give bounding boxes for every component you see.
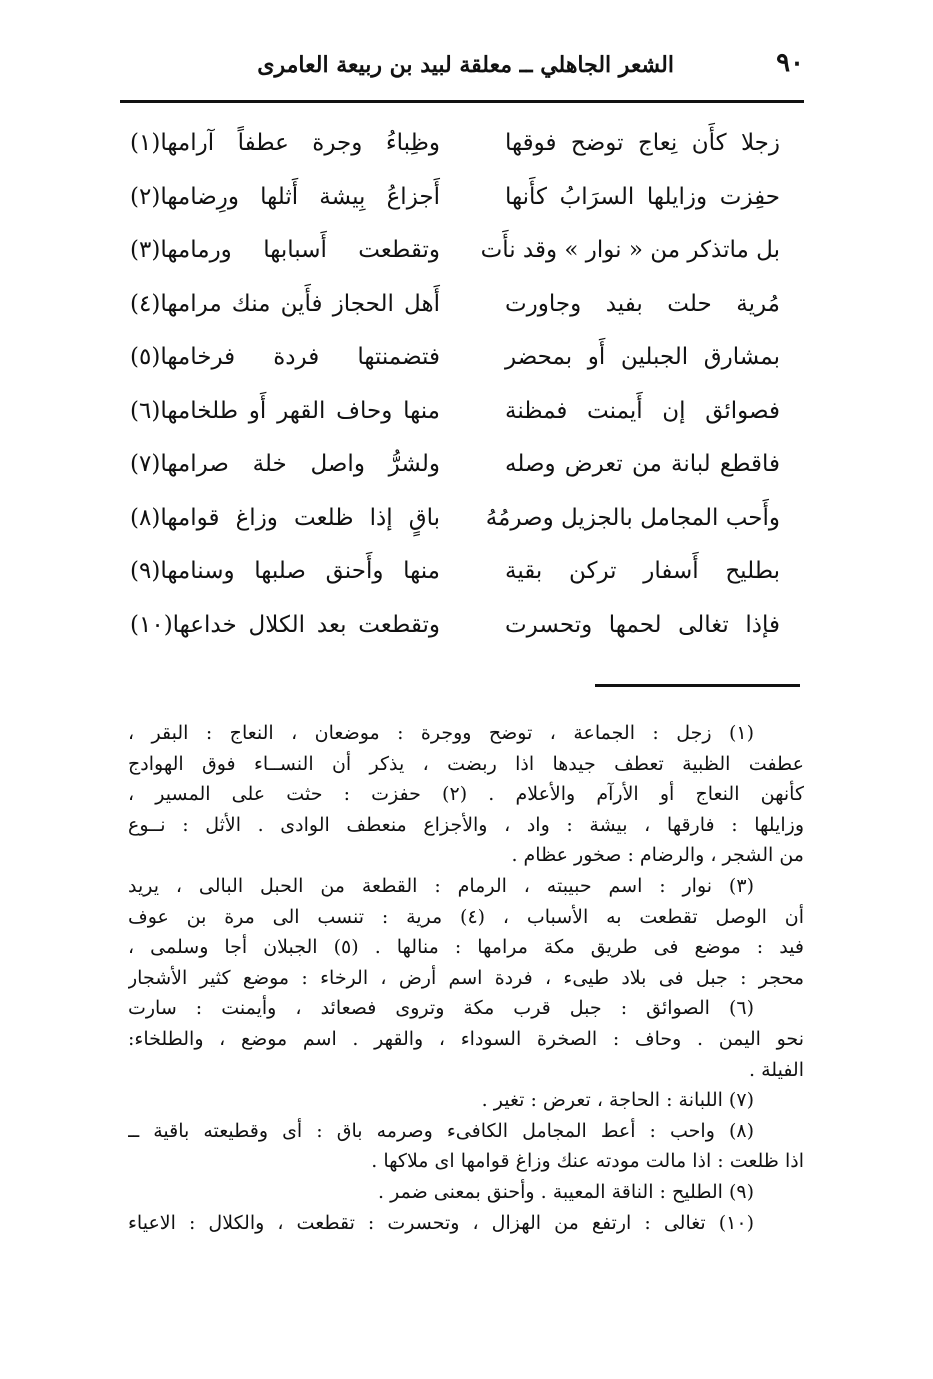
verse-second-hemistich: باقٍ إذا ظلعت وزاغ قوامها(٨) bbox=[130, 504, 440, 531]
verse bbox=[120, 130, 780, 184]
verse-first-hemistich: بطليح أَسفار تركن بقية bbox=[505, 558, 780, 584]
running-title: الشعر الجاهلي ــ معلقة لبيد بن ربيعة العامرى bbox=[257, 52, 674, 78]
verse-first-hemistich: زجلا كأَن نِعاج توضح فوقها bbox=[505, 130, 780, 156]
footnote-line: (٩) الطليح : الناقة المعيبة . وأحنق بمعنى ضمر . bbox=[378, 1180, 754, 1203]
verse-second-hemistich: أَهل الحجاز فأَين منك مرامها(٤) bbox=[130, 290, 440, 317]
verse-second-hemistich: منها وأَحنق صلبها وسنامها(٩) bbox=[130, 558, 440, 584]
footnote-line: فيد : موضع فى طريق مكة مرامها : منالها . (٥) الجبلان أجا وسلمى ، bbox=[128, 936, 804, 959]
verse bbox=[120, 344, 780, 398]
verse bbox=[120, 558, 780, 612]
verse bbox=[120, 451, 780, 505]
verse-second-hemistich: فتضمنتها فردة فرخامها(٥) bbox=[130, 344, 440, 370]
footnote-line: اذا ظلعت : اذا مالت مودته عنك وزاغ قوامها اى ملاكها . bbox=[371, 1150, 804, 1173]
verse-second-hemistich: أَجزاعُ بِيشة أَثلها ورِضامها(٢) bbox=[130, 183, 440, 210]
footnote-line: محجر : جبل فى بلاد طيىء ، فردة اسم أرض ، الرخاء : موضع كثير الأشجار bbox=[128, 966, 804, 989]
verse-second-hemistich: منها وحاف القهر أَو طلخامها(٦) bbox=[130, 397, 440, 424]
footnote-line: وزايلها : فارقها ، بيشة : واد ، والأجزاع منعطف الوادى . الأثل : نــوع bbox=[128, 813, 804, 836]
footnote-line: أن الوصل تقطعت به الأسباب ، (٤) مرية : تنسب الى مرة بن عوف bbox=[128, 905, 804, 928]
verse bbox=[120, 237, 780, 291]
poem bbox=[120, 130, 780, 665]
verse-first-hemistich: وأَحب المجامل بالجزيل وصرمُهُ bbox=[485, 504, 780, 531]
verse-second-hemistich: وتقطعت أَسبابها ورمامها(٣) bbox=[130, 237, 440, 263]
footnote-line: عطفت الظبية تعطف جيدها اذا ربضت ، يذكر أن النســاء فوق الهوادج bbox=[128, 752, 804, 775]
verse-first-hemistich: فاقطع لبانة من تعرض وصله bbox=[505, 451, 780, 477]
verse-second-hemistich: ولشرُّ واصل خلة صرامها(٧) bbox=[130, 451, 440, 477]
footnote-separator bbox=[595, 684, 800, 687]
page-number: ٩٠ bbox=[776, 48, 804, 78]
verse-second-hemistich: وتقطعت بعد الكلال خداعها(١٠) bbox=[130, 611, 440, 638]
verse-first-hemistich: بمشارق الجبلين أَو بمحضر bbox=[505, 344, 780, 370]
footnote-line: (٦) الصوائق : جبل قرب مكة وتروى فصعائد ، وأيمنت : سارت bbox=[128, 997, 754, 1020]
footnotes bbox=[128, 718, 804, 1238]
footnote-line: (٣) نوار : اسم حبيبته ، الرمام : القطعة من الحبل البالى ، يريد bbox=[128, 874, 754, 897]
footnote-line: كأنهن النعاج أو الأرآم والأعلام . (٢) حفزت : حثت على المسير ، bbox=[128, 783, 804, 806]
page-header bbox=[120, 48, 804, 96]
verse bbox=[120, 398, 780, 452]
verse bbox=[120, 505, 780, 559]
footnote-line: (١) زجل : الجماعة ، توضح ووجرة : موضعان ، النعاج : البقر ، bbox=[128, 722, 754, 744]
verse-first-hemistich: بل ماتذكر من « نوار » وقد نأَت bbox=[480, 237, 780, 263]
header-rule bbox=[120, 100, 804, 103]
footnote-line: (٨) واحب : أعط المجامل الكافىء وصرمه باق : أى وقطيعته باقية ــ bbox=[128, 1119, 754, 1142]
verse-first-hemistich: مُرية حلت بفيد وجاورت bbox=[505, 290, 780, 317]
footnote-line: (٧) اللبانة : الحاجة ، تعرض : تغير . bbox=[481, 1089, 754, 1112]
footnote-line: (١٠) تغالى : ارتفع من الهزال ، وتحسرت : تقطعت ، والكلال : الاعياء bbox=[128, 1211, 754, 1234]
verse bbox=[120, 291, 780, 345]
footnote-line: من الشجر ، والرضام : صخور عظام . bbox=[511, 844, 804, 867]
verse bbox=[120, 612, 780, 666]
footnote-line: نحو اليمن . وحاف : الصخرة السوداء ، والقهر . اسم موضع ، والطلخاء: bbox=[128, 1027, 804, 1050]
verse-first-hemistich: فإذا تغالى لحمها وتحسرت bbox=[505, 611, 780, 638]
verse-first-hemistich: حفِزت وزايلها السرَابُ كأَنها bbox=[505, 183, 780, 210]
footnote-line: الفيلة . bbox=[749, 1058, 804, 1081]
verse-second-hemistich: وظِباءُ وجرة عطفاً آرامها(١) bbox=[130, 130, 440, 156]
verse-first-hemistich: فصوائق إن أَيمنت فمظنة bbox=[505, 397, 780, 424]
verse bbox=[120, 184, 780, 238]
